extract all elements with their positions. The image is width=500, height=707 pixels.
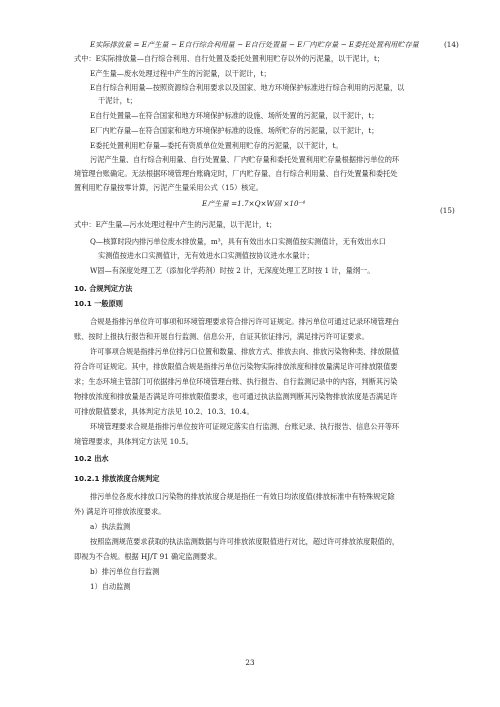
paragraph-line: 置利用贮存量按零计算，污泥产生量采用公式（15）核定。 xyxy=(74,183,263,192)
definition-line: E产生量—废水处理过程中产生的污泥量，以干泥计，t； xyxy=(90,69,271,78)
paragraph-line: 按照监测规范要求获取的执法监测数据与许可排放浓度限值进行对比，超过许可排放浓度限值的， xyxy=(90,537,400,546)
paragraph-line: 求；生态环境主管部门可依据排污单位环境管理台账、执行报告、自行监测记录中的内容，判断其污染 xyxy=(74,377,398,386)
subsection-heading: 10.2 出水 xyxy=(74,454,109,463)
definition-line: E自行处置量—在符合国家和地方环境保护标准的设施、场所处置的污泥量，以干泥计，t； xyxy=(90,111,379,120)
definition-line: 式中：E实际排放量—自行综合利用、自行处置及委托处置利用贮存以外的污泥量，以干泥计，t； xyxy=(74,54,385,63)
paragraph-line: 环境管理要求合规是指排污单位按许可证规定落实自行监测、台账记录、执行报告、信息公开等环 xyxy=(90,422,400,431)
equation-14-number: (14) xyxy=(444,40,459,49)
paragraph-line: 排污单位各废水排放口污染物的排放浓度合规是指任一有效日均浓度值(排放标准中有特殊规定除 xyxy=(90,492,395,501)
definition-line: 实测值按进水口实测值计，无有效进水口实测值按协议进水水量计； xyxy=(98,251,314,260)
paragraph-line: 符合许可证规定。其中，排放限值合规是指排污单位污染物实际排放浓度和排放量满足许可排放限值要 xyxy=(74,362,398,371)
list-item: b）排污单位自行监测 xyxy=(90,567,160,576)
paragraph-line: 外) 满足许可排放浓度要求。 xyxy=(74,507,166,516)
paragraph-line: 许可事项合规是指排污单位排污口位置和数量、排放方式、排放去向、排放污染物种类、排放限值 xyxy=(90,347,400,356)
list-item: 1）自动监测 xyxy=(90,582,131,591)
paragraph-line: 污泥产生量、自行综合利用量、自行处置量、厂内贮存量和委托处置利用贮存量根据排污单位的环 xyxy=(90,155,400,164)
definition-line: E厂内贮存量—在符合国家和地方环境保护标准的设施、场所贮存的污泥量，以干泥计，t； xyxy=(90,126,379,135)
equation-14: E实际排放量 = E产生量 − E自行综合利用量 − E自行处置量 − E厂内贮存量 − E委托处置利用贮存量 xyxy=(90,40,419,49)
paragraph-line: 可排放限值要求，具体判定方法见 10.2、10.3、10.4。 xyxy=(74,407,254,416)
definition-line: 式中：E产生量—污水处理过程中产生的污泥量，以干泥计，t； xyxy=(74,220,277,229)
section-heading: 10. 合规判定方法 xyxy=(74,284,133,293)
paragraph-line: 账、按时上报执行报告和开展自行监测、信息公开，自证其依证排污，满足排污许可证要求。 xyxy=(74,332,369,341)
paragraph-line: 合规是指排污单位许可事项和环境管理要求符合排污许可证规定。排污单位可通过记录环境管理台 xyxy=(90,317,400,326)
definition-line: W固—有深度处理工艺（添加化学药剂）时按 2 计，无深度处理工艺时按 1 计，量纲一。 xyxy=(90,266,375,275)
subsection-heading: 10.1 一般原则 xyxy=(74,299,123,308)
equation-15-number: (15) xyxy=(440,206,455,215)
list-item: a）执法监测 xyxy=(90,522,131,531)
paragraph-line: 即视为不合规。根据 HJ/T 91 确定监测要求。 xyxy=(74,552,222,561)
page-number: 23 xyxy=(245,658,255,667)
paragraph-line: 境管理要求，具体判定方法见 10.5。 xyxy=(74,437,193,446)
definition-line: E自行综合利用量—按照资源综合利用要求以及国家、地方环境保护标准进行综合利用的污泥量，以 xyxy=(90,83,405,92)
subsection-heading: 10.2.1 排放浓度合规判定 xyxy=(74,474,160,483)
definition-line: E委托处置利用贮存量—委托有资质单位处置利用贮存的污泥量，以干泥计，t。 xyxy=(90,141,343,150)
paragraph-line: 境管理台账确定。无法根据环境管理台账确定时，厂内贮存量、自行综合利用量、自行处置量和委托处 xyxy=(74,169,398,178)
definition-line: Q—核算时段内排污单位废水排放量，m³，具有有效出水口实测值按实测值计，无有效出水口 xyxy=(90,237,386,246)
definition-line: 干泥计，t； xyxy=(98,96,137,105)
paragraph-line: 物排放浓度和排放量是否满足许可排放限值要求，也可通过执法监测判断其污染物排放浓度是否满足许 xyxy=(74,392,398,401)
equation-15: E产生量 =1.7×Q×W固 ×10⁻⁴ xyxy=(202,199,306,208)
